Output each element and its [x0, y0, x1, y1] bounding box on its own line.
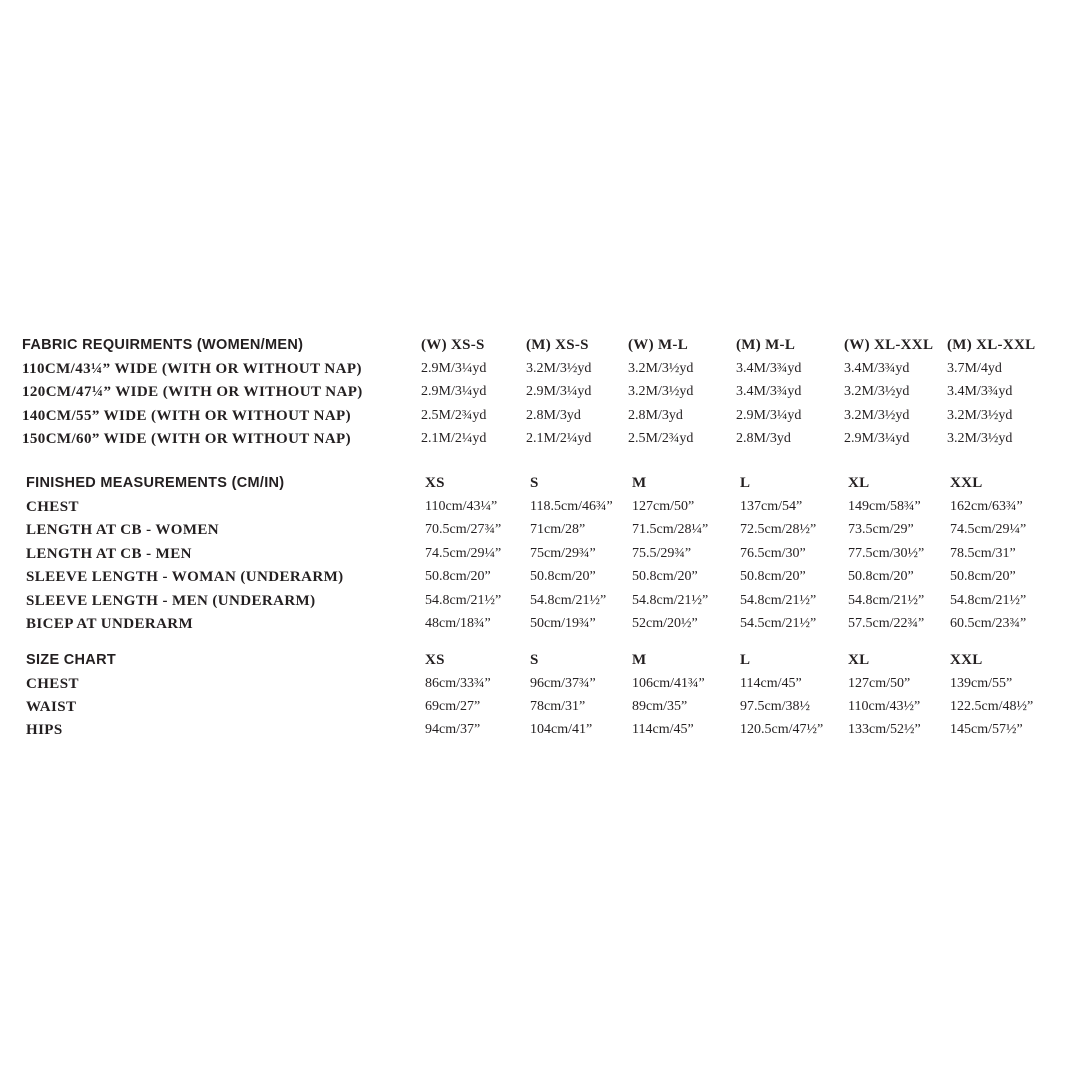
column-header: (M) M-L	[736, 337, 796, 353]
section-title: FABRIC REQUIRMENTS (WOMEN/MEN)	[22, 337, 304, 353]
table-cell: 3.2M/3½yd	[947, 407, 1013, 423]
column-header: XS	[425, 475, 445, 491]
table-cell: 118.5cm/46¾”	[530, 498, 613, 514]
table-cell: 50.8cm/20”	[740, 569, 806, 584]
table-cell: 50.8cm/20”	[425, 569, 491, 584]
table-cell: 3.4M/3¾yd	[947, 384, 1013, 399]
row-label: BICEP AT UNDERARM	[26, 616, 194, 632]
table-cell: 69cm/27”	[425, 698, 481, 714]
table-cell: 127cm/50”	[848, 675, 911, 691]
table-cell: 3.2M/3½yd	[526, 360, 592, 376]
column-header: S	[530, 652, 539, 668]
table-cell: 54.8cm/21½”	[740, 592, 817, 608]
table-cell: 110cm/43½”	[848, 698, 921, 714]
column-header: M	[632, 475, 647, 491]
table-cell: 2.9M/3¼yd	[421, 360, 487, 376]
table-row	[0, 566, 1080, 588]
table-row	[0, 696, 1080, 718]
table-cell: 2.9M/3¼yd	[421, 384, 487, 399]
row-label: 110CM/43¼” WIDE (WITH OR WITHOUT NAP)	[22, 360, 362, 377]
fabric-header-row	[0, 334, 1080, 356]
table-cell: 57.5cm/22¾”	[848, 616, 925, 631]
table-cell: 71cm/28”	[530, 522, 586, 537]
row-label: 150CM/60” WIDE (WITH OR WITHOUT NAP)	[22, 431, 352, 447]
table-cell: 3.4M/3¾yd	[736, 384, 802, 399]
row-label: 140CM/55” WIDE (WITH OR WITHOUT NAP)	[22, 407, 352, 424]
row-label: SLEEVE LENGTH - MEN (UNDERARM)	[26, 592, 316, 609]
table-cell: 54.8cm/21½”	[425, 592, 502, 608]
table-cell: 2.5M/2¾yd	[421, 407, 487, 423]
table-cell: 73.5cm/29”	[848, 522, 914, 537]
table-row	[0, 381, 1080, 403]
table-cell: 75cm/29¾”	[530, 545, 596, 561]
table-cell: 89cm/35”	[632, 698, 688, 714]
table-cell: 52cm/20½”	[632, 616, 698, 631]
table-cell: 2.8M/3yd	[628, 407, 683, 423]
table-cell: 71.5cm/28¼”	[632, 522, 709, 537]
table-cell: 133cm/52½”	[848, 722, 921, 737]
table-cell: 50.8cm/20”	[848, 569, 914, 584]
table-cell: 127cm/50”	[632, 498, 695, 514]
table-cell: 54.8cm/21½”	[632, 592, 709, 608]
table-cell: 78cm/31”	[530, 698, 586, 714]
table-cell: 114cm/45”	[740, 675, 802, 691]
table-cell: 2.5M/2¾yd	[628, 431, 694, 446]
table-cell: 3.2M/3½yd	[844, 407, 910, 423]
table-cell: 78.5cm/31”	[950, 545, 1016, 561]
row-label: 120CM/47¼” WIDE (WITH OR WITHOUT NAP)	[22, 384, 363, 400]
table-cell: 50.8cm/20”	[632, 569, 698, 584]
table-cell: 96cm/37¾”	[530, 675, 596, 691]
table-cell: 74.5cm/29¼”	[425, 545, 502, 561]
table-cell: 114cm/45”	[632, 722, 694, 737]
column-header: S	[530, 475, 539, 491]
table-cell: 2.9M/3¼yd	[736, 407, 802, 423]
table-cell: 162cm/63¾”	[950, 498, 1023, 514]
table-cell: 110cm/43¼”	[425, 498, 498, 514]
column-header: XL	[848, 652, 870, 668]
table-cell: 3.2M/3½yd	[628, 384, 694, 399]
row-label: HIPS	[26, 722, 63, 738]
column-header: XL	[848, 475, 870, 491]
table-row	[0, 590, 1080, 612]
row-label: SLEEVE LENGTH - WOMAN (UNDERARM)	[26, 569, 344, 585]
table-cell: 3.7M/4yd	[947, 360, 1002, 376]
table-cell: 145cm/57½”	[950, 722, 1023, 737]
table-cell: 120.5cm/47½”	[740, 722, 824, 737]
table-cell: 139cm/55”	[950, 675, 1013, 691]
finished-header-row	[0, 472, 1080, 494]
column-header: (W) XS-S	[421, 337, 485, 353]
column-header: XS	[425, 652, 445, 668]
table-row	[0, 428, 1080, 450]
column-header: M	[632, 652, 647, 668]
column-header: L	[740, 652, 751, 668]
row-label: CHEST	[26, 498, 79, 515]
table-cell: 50.8cm/20”	[530, 569, 596, 584]
table-row	[0, 543, 1080, 565]
table-row	[0, 496, 1080, 518]
table-cell: 2.8M/3yd	[526, 407, 581, 423]
table-cell: 2.1M/2¼yd	[526, 431, 592, 446]
table-cell: 72.5cm/28½”	[740, 522, 817, 537]
table-cell: 122.5cm/48½”	[950, 698, 1034, 714]
table-cell: 97.5cm/38½	[740, 698, 810, 714]
table-cell: 106cm/41¾”	[632, 675, 705, 691]
row-label: CHEST	[26, 675, 79, 692]
table-cell: 54.8cm/21½”	[530, 592, 607, 608]
column-header: (W) XL-XXL	[844, 337, 934, 353]
table-cell: 3.4M/3¾yd	[736, 360, 802, 376]
table-cell: 50cm/19¾”	[530, 616, 596, 631]
table-cell: 77.5cm/30½”	[848, 545, 925, 561]
row-label: LENGTH AT CB - WOMEN	[26, 522, 220, 538]
section-title: SIZE CHART	[26, 652, 116, 668]
table-cell: 3.2M/3½yd	[947, 431, 1013, 446]
table-cell: 74.5cm/29¼”	[950, 522, 1027, 537]
table-cell: 70.5cm/27¾”	[425, 522, 502, 537]
table-cell: 3.4M/3¾yd	[844, 360, 910, 376]
section-title: FINISHED MEASUREMENTS (CM/IN)	[26, 475, 285, 491]
table-cell: 94cm/37”	[425, 722, 481, 737]
table-cell: 60.5cm/23¾”	[950, 616, 1027, 631]
table-cell: 50.8cm/20”	[950, 569, 1016, 584]
table-cell: 48cm/18¾”	[425, 616, 491, 631]
column-header: (M) XS-S	[526, 337, 589, 353]
table-cell: 54.8cm/21½”	[950, 592, 1027, 608]
table-cell: 137cm/54”	[740, 498, 803, 514]
column-header: XXL	[950, 475, 983, 491]
table-cell: 149cm/58¾”	[848, 498, 921, 514]
table-cell: 2.1M/2¼yd	[421, 431, 487, 446]
table-cell: 54.5cm/21½”	[740, 616, 817, 631]
table-cell: 3.2M/3½yd	[628, 360, 694, 376]
size-chart-header-row	[0, 649, 1080, 671]
table-cell: 54.8cm/21½”	[848, 592, 925, 608]
table-cell: 2.9M/3¼yd	[844, 431, 910, 446]
table-cell: 75.5/29¾”	[632, 545, 692, 561]
table-row	[0, 673, 1080, 695]
table-row	[0, 719, 1080, 741]
table-row	[0, 405, 1080, 427]
row-label: LENGTH AT CB - MEN	[26, 545, 192, 562]
table-row	[0, 358, 1080, 380]
table-cell: 2.9M/3¼yd	[526, 384, 592, 399]
table-cell: 76.5cm/30”	[740, 545, 806, 561]
column-header: (W) M-L	[628, 337, 688, 353]
column-header: L	[740, 475, 751, 491]
table-cell: 2.8M/3yd	[736, 431, 791, 446]
column-header: (M) XL-XXL	[947, 337, 1036, 353]
table-cell: 104cm/41”	[530, 722, 593, 737]
row-label: WAIST	[26, 698, 77, 715]
table-cell: 3.2M/3½yd	[844, 384, 910, 399]
table-row	[0, 613, 1080, 635]
column-header: XXL	[950, 652, 983, 668]
table-cell: 86cm/33¾”	[425, 675, 491, 691]
table-row	[0, 519, 1080, 541]
